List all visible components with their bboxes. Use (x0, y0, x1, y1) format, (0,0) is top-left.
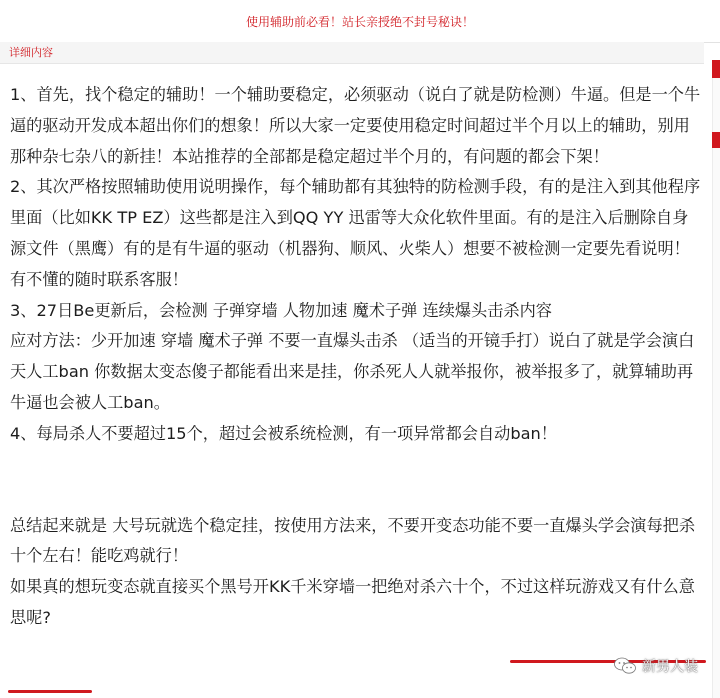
right-scroll-edge (712, 64, 720, 698)
edge-marker (712, 60, 720, 78)
paragraph-5: 4、每局杀人不要超过15个，超过会被系统检测，有一项异常都会自动ban！ (10, 423, 557, 443)
paragraph-7-text: 如果真的想玩变态就直接买个黑号开KK千米穿墙一把绝对杀六十个， (10, 577, 501, 597)
paragraph-4: 应对方法：少开加速 穿墙 魔术子弹 不要一直爆头击杀 （适当的开镜手打）说白了就是学会演白天人工ban 你数据太变态傻子都能看出来是挂，你杀死人人就举报你，被举报多了，就算辅助再牛逼也会被人工ban。 (10, 331, 695, 412)
blank-spacer (10, 450, 702, 511)
wechat-icon (614, 657, 636, 675)
watermark (614, 656, 698, 676)
paragraph-1: 1、首先，找个稳定的辅助！一个辅助要稳定，必须驱动（说白了就是防检测）牛逼。但是一个牛逼的驱动开发成本超出你们的想象！所以大家一定要使用稳定时间超过半个月以上的辅助，别用那种杂七杂八的新挂！本站推荐的全部都是稳定超过半个月的，有问题的都会下架！ (10, 85, 701, 166)
paragraph-6: 总结起来就是 大号玩就选个稳定挂，按使用方法来，不要开变态功能不要一直爆头学会演每把杀十个左右！能吃鸡就行！ (10, 515, 696, 566)
top-notice-bar (0, 0, 720, 43)
section-header (0, 42, 704, 64)
section-header-label: 详细内容 (9, 46, 53, 59)
watermark-text: 新男人装 (642, 659, 698, 675)
article-body (10, 80, 702, 634)
red-underline (8, 690, 92, 693)
top-notice-text: 使用辅助前必看！站长亲授绝不封号秘诀！ (245, 14, 474, 29)
highlighted-text: 不过这样玩游戏又有什么意思呢? (10, 577, 695, 627)
paragraph-7 (10, 572, 702, 634)
paragraph-3: 3、27日Be更新后，会检测 子弹穿墙 人物加速 魔术子弹 连续爆头击杀内容 (10, 300, 552, 320)
paragraph-2: 2、其次严格按照辅助使用说明操作，每个辅助都有其独特的防检测手段，有的是注入到其他程序里面（比如KK TP EZ）这些都是注入到QQ YY 迅雷等大众化软件里面。有的是注入后删除自身源文件（黑鹰）有的是有牛逼的驱动（机器狗、顺风、火柴人）想要不被检测一定要先看说明！有不懂的随时联系客服！ (10, 177, 701, 289)
edge-marker (712, 132, 720, 148)
